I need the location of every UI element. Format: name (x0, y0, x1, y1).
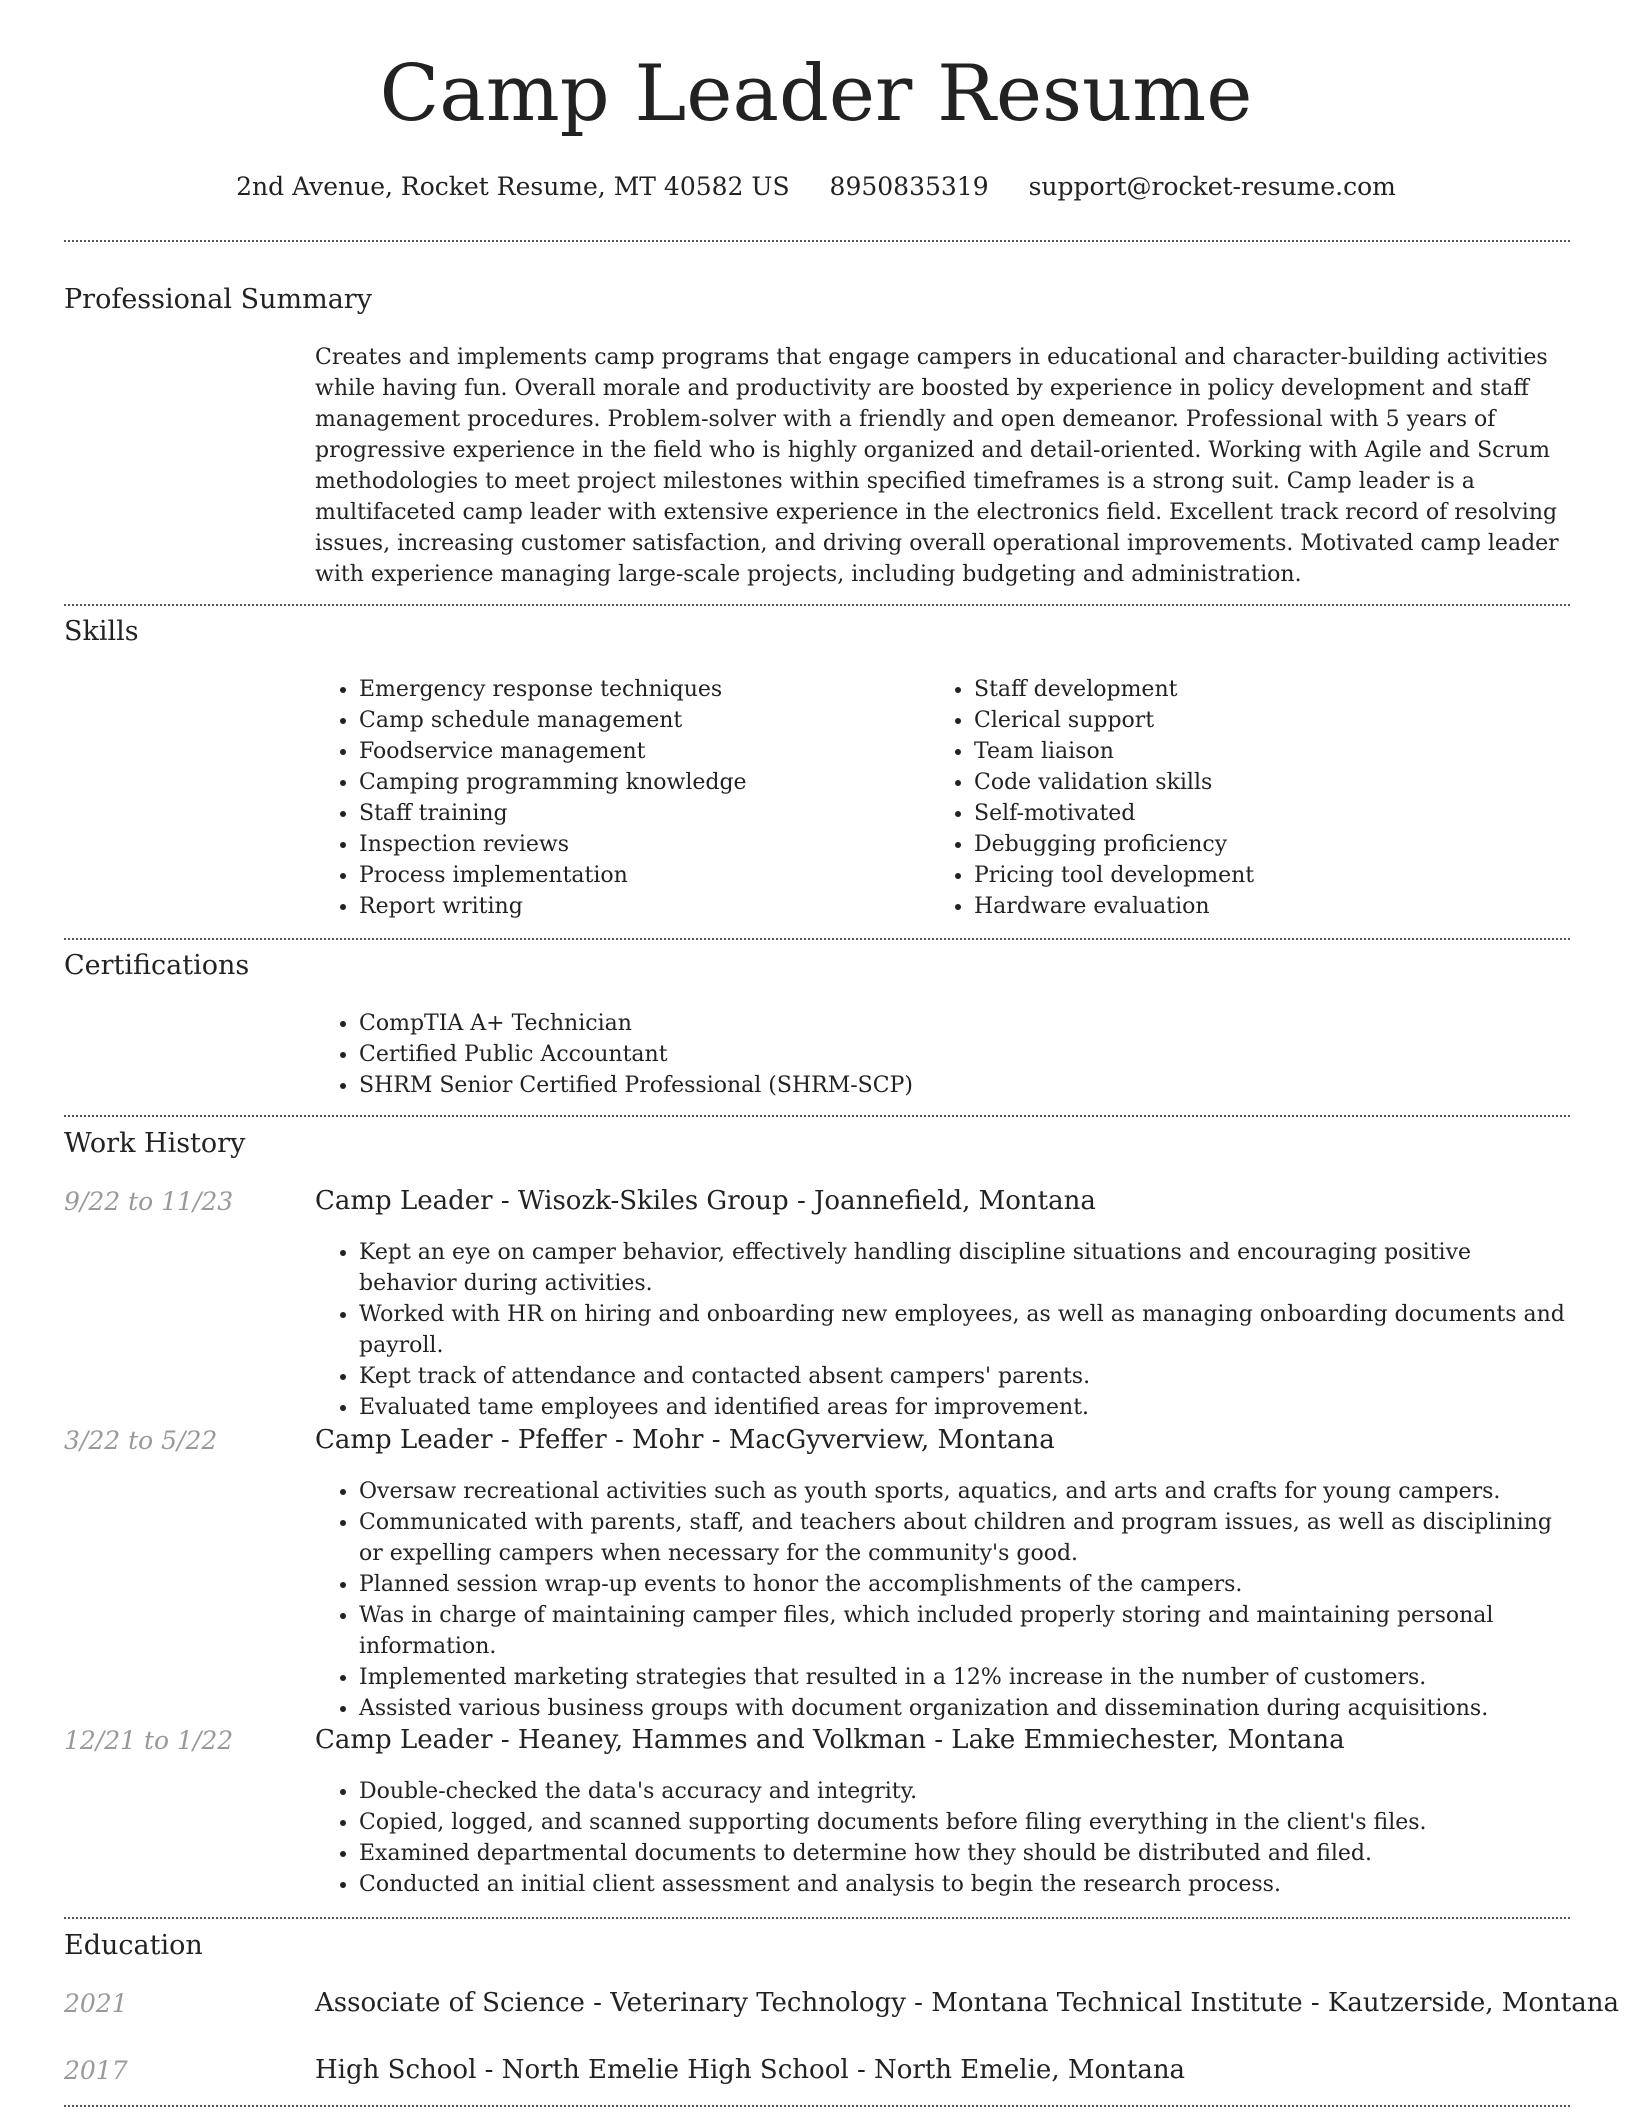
certifications-heading: Certifications (64, 950, 250, 981)
skill-item: • Staff training (359, 798, 915, 829)
job-bullet: • Examined departmental documents to determine how they should be distributed and filed. (359, 1838, 1570, 1869)
job-dates: 9/22 to 11/23 (64, 1187, 234, 1216)
job-bullets (315, 1476, 1570, 1724)
job-bullet: • Was in charge of maintaining camper files, which included properly storing and maintaining personal information. (359, 1600, 1570, 1662)
work-history-heading: Work History (64, 1128, 246, 1159)
work-divider (64, 1917, 1570, 1919)
skill-item: • Emergency response techniques (359, 674, 915, 705)
education-heading: Education (64, 1930, 203, 1961)
skill-item: • Staff development (974, 674, 1530, 705)
certifications-list (315, 1008, 1570, 1101)
resume-title: Camp Leader Resume (379, 49, 1253, 139)
skills-list-right (930, 674, 1530, 922)
job-title: Camp Leader - Wisozk-Skiles Group - Joannefield, Montana (315, 1186, 1096, 1216)
job-bullet: • Conducted an initial client assessment and analysis to begin the research process. (359, 1869, 1570, 1900)
summary-text: Creates and implements camp programs that engage campers in educational and character-building activities while having fun. Overall morale and productivity are boosted by experience in policy development and staff management procedures. Problem-solver with a friendly and open demeanor. Professional with 5 years of progressive experience in the field who is highly organized and detail-oriented. Working with Agile and Scrum methodologies to meet project milestones within specified timeframes is a strong suit. Camp leader is a multifaceted camp leader with extensive experience in the electronics field. Excellent track record of resolving issues, increasing customer satisfaction, and driving overall operational improvements. Motivated camp leader with experience managing large-scale projects, including budgeting and administration. (315, 345, 1559, 587)
certification-item: • CompTIA A+ Technician (359, 1008, 1570, 1039)
skill-item: • Foodservice management (359, 736, 915, 767)
job-bullet: • Communicated with parents, staff, and teachers about children and program issues, as well as disciplining or expelling campers when necessary for the community's good. (359, 1507, 1570, 1569)
skill-item: • Camp schedule management (359, 705, 915, 736)
skill-item: • Camping programming knowledge (359, 767, 915, 798)
skill-item: • Self-motivated (974, 798, 1530, 829)
skill-item: • Code validation skills (974, 767, 1530, 798)
education-year: 2021 (64, 1989, 128, 2018)
job-dates: 12/21 to 1/22 (64, 1726, 234, 1755)
job-bullet: • Copied, logged, and scanned supporting documents before filing everything in the client's files. (359, 1807, 1570, 1838)
skill-item: • Report writing (359, 891, 915, 922)
phone-text: 8950835319 (829, 172, 989, 201)
skills-list-left (315, 674, 915, 922)
summary-heading: Professional Summary (64, 284, 372, 315)
skill-item: • Debugging proficiency (974, 829, 1530, 860)
header-divider (64, 240, 1570, 242)
skills-heading: Skills (64, 616, 139, 647)
job-bullet: • Implemented marketing strategies that resulted in a 12% increase in the number of customers. (359, 1662, 1570, 1693)
education-divider (64, 2105, 1570, 2107)
skill-item: • Inspection reviews (359, 829, 915, 860)
skill-item: • Pricing tool development (974, 860, 1530, 891)
summary-divider (64, 604, 1570, 606)
job-bullet: • Planned session wrap-up events to honor the accomplishments of the campers. (359, 1569, 1570, 1600)
address-text: 2nd Avenue, Rocket Resume, MT 40582 US (236, 172, 790, 201)
job-bullet: • Double-checked the data's accuracy and integrity. (359, 1776, 1570, 1807)
job-bullet: • Assisted various business groups with document organization and dissemination during acquisitions. (359, 1693, 1570, 1724)
job-bullets (315, 1776, 1570, 1900)
contact-line (0, 172, 1632, 201)
education-year: 2017 (64, 2056, 128, 2085)
skills-divider (64, 938, 1570, 940)
job-bullet: • Oversaw recreational activities such as youth sports, aquatics, and arts and crafts for young campers. (359, 1476, 1570, 1507)
education-title: Associate of Science - Veterinary Technology - Montana Technical Institute - Kautzerside, Montana (315, 1988, 1619, 2018)
certifications-divider (64, 1115, 1570, 1117)
job-dates: 3/22 to 5/22 (64, 1426, 218, 1455)
job-bullet: • Kept an eye on camper behavior, effectively handling discipline situations and encouraging positive behavior during activities. (359, 1237, 1570, 1299)
skill-item: • Hardware evaluation (974, 891, 1530, 922)
email-link[interactable]: support@rocket-resume.com (1028, 172, 1396, 201)
skill-item: • Clerical support (974, 705, 1530, 736)
job-bullet: • Evaluated tame employees and identified areas for improvement. (359, 1392, 1570, 1423)
job-bullet: • Kept track of attendance and contacted absent campers' parents. (359, 1361, 1570, 1392)
skill-item: • Process implementation (359, 860, 915, 891)
certification-item: • Certified Public Accountant (359, 1039, 1570, 1070)
job-bullets (315, 1237, 1570, 1423)
job-title: Camp Leader - Pfeffer - Mohr - MacGyverview, Montana (315, 1425, 1055, 1455)
education-title: High School - North Emelie High School - North Emelie, Montana (315, 2055, 1186, 2085)
job-bullet: • Worked with HR on hiring and onboarding new employees, as well as managing onboarding documents and payroll. (359, 1299, 1570, 1361)
job-title: Camp Leader - Heaney, Hammes and Volkman - Lake Emmiechester, Montana (315, 1725, 1345, 1755)
certification-item: • SHRM Senior Certified Professional (SHRM-SCP) (359, 1070, 1570, 1101)
skill-item: • Team liaison (974, 736, 1530, 767)
